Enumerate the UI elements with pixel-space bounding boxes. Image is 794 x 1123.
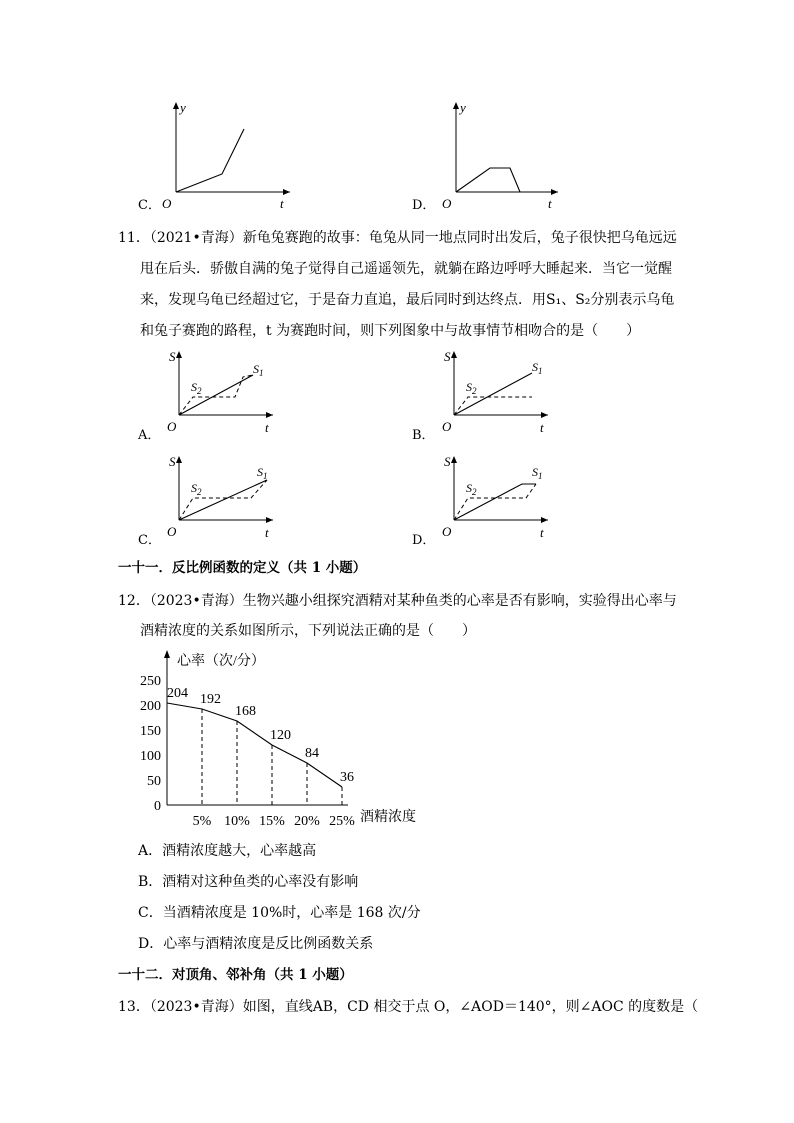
q11-stem-line4: 和兔子赛跑的路程，t 为赛跑时间，则下列图象中与故事情节相吻合的是（ ） (140, 323, 641, 339)
svg-text:t: t (265, 525, 269, 540)
svg-text:S1: $S_1$ (257, 465, 268, 481)
chart-ytick-label: 50 (147, 774, 161, 789)
q12-option-a[interactable]: A．酒精浓度越大，心率越高 (138, 843, 317, 859)
svg-text:S2: $S_2$ (466, 380, 477, 396)
chart-ytick-label: 100 (140, 749, 161, 764)
svg-text:S2: $S_2$ (191, 380, 202, 396)
q12-stem-line2: 酒精浓度的关系如图所示，下列说法正确的是（ ） (140, 623, 476, 639)
svg-text:t: t (540, 420, 544, 435)
svg-text:S: S (169, 454, 176, 469)
svg-text:O: O (167, 524, 177, 539)
svg-text:S: S (444, 349, 451, 364)
svg-text:O: O (167, 419, 177, 434)
q12-option-c[interactable]: C．当酒精浓度是 10%时，心率是 168 次/分 (138, 905, 421, 921)
svg-text:S: S (169, 349, 176, 364)
q11-graph-c (165, 452, 285, 542)
chart-xlabel: 酒精浓度 (360, 810, 416, 825)
q10-option-c[interactable]: C． (138, 198, 161, 213)
svg-text:y: y (180, 100, 186, 115)
q13-stem-line1: 13．（2023•青海）如图，直线AB，CD 相交于点 O，∠AOD＝140°，则∠AOC 的度数是（ (118, 999, 699, 1015)
svg-text:y: y (460, 100, 466, 115)
chart-data-label: 168 (235, 704, 256, 719)
q10-option-d[interactable]: D． (412, 198, 436, 213)
svg-text:t: t (548, 196, 552, 211)
chart-xtick-label: 5% (192, 814, 212, 829)
chart-ylabel: 心率（次/分） (177, 654, 265, 669)
q11-option-a[interactable]: A． (138, 428, 161, 443)
svg-text:S1: $S_1$ (253, 362, 264, 378)
svg-text:S2: $S_2$ (191, 481, 202, 497)
svg-text:S1: $S_1$ (532, 360, 543, 376)
chart-ytick-label: 200 (140, 699, 161, 714)
heart-rate-chart (130, 648, 440, 832)
q11-stem-line3: 来，发现乌龟已经超过它，于是奋力直追，最后同时到达终点．用S₁、S₂分别表示乌龟 (140, 292, 675, 308)
chart-xtick-label: 25% (329, 814, 355, 829)
svg-text:O: O (442, 524, 452, 539)
chart-data-label: 120 (270, 728, 291, 743)
q11-graph-d (440, 452, 560, 542)
svg-text:t: t (280, 196, 284, 211)
chart-xtick-label: 10% (224, 814, 250, 829)
chart-ytick-label: 250 (140, 674, 161, 689)
q11-option-c[interactable]: C． (138, 533, 161, 548)
q10-graph-d (440, 98, 580, 213)
section-12-title: 一十二．对顶角、邻补角（共 1 小题） (118, 967, 353, 983)
q11-stem-line1: 11．（2021•青海）新龟兔赛跑的故事：龟兔从同一地点同时出发后，兔子很快把乌龟远远 (118, 230, 677, 246)
q12-option-b[interactable]: B．酒精对这种鱼类的心率没有影响 (138, 874, 359, 890)
q11-stem-line2: 甩在后头．骄傲自满的兔子觉得自己遥遥领先，就躺在路边呼呼大睡起来．当它一觉醒 (140, 261, 672, 277)
svg-text:O: O (442, 196, 452, 211)
svg-text:S: S (444, 454, 451, 469)
svg-text:t: t (540, 525, 544, 540)
q10-graph-c (160, 98, 300, 213)
chart-ytick-label: 150 (140, 724, 161, 739)
svg-text:t: t (265, 420, 269, 435)
section-11-title: 一十一．反比例函数的定义（共 1 小题） (118, 560, 367, 576)
q11-graph-a (165, 347, 285, 437)
q11-graph-b (440, 347, 560, 437)
q12-stem-line1: 12．（2023•青海）生物兴趣小组探究酒精对某种鱼类的心率是否有影响，实验得出心率与 (118, 593, 677, 609)
chart-data-label: 192 (200, 692, 221, 707)
chart-xtick-label: 15% (259, 814, 285, 829)
q11-option-b[interactable]: B． (412, 428, 435, 443)
svg-text:O: O (442, 419, 452, 434)
chart-xtick-label: 20% (294, 814, 320, 829)
q11-option-d[interactable]: D． (412, 533, 436, 548)
q12-option-d[interactable]: D．心率与酒精浓度是反比例函数关系 (138, 936, 374, 952)
svg-text:O: O (162, 196, 172, 211)
svg-text:S2: $S_2$ (466, 481, 477, 497)
chart-data-label: 84 (305, 746, 319, 761)
chart-data-label: 204 (167, 686, 188, 701)
chart-data-label: 36 (340, 770, 354, 785)
chart-ytick-label: 0 (154, 799, 161, 814)
svg-text:S1: $S_1$ (532, 465, 543, 481)
